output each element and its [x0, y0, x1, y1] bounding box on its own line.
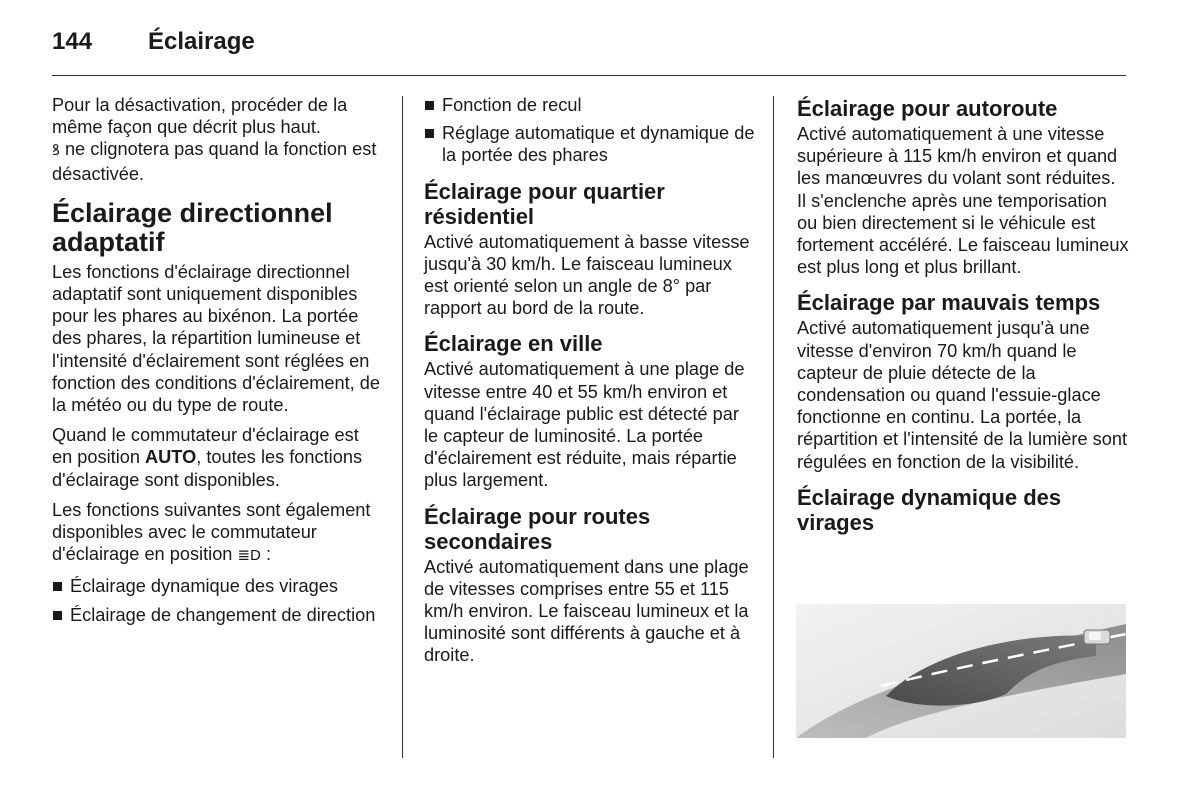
paragraph-highway: Activé automatiquement à une vitesse supérieure à 115 km/h environ et quand les manœuvres du volant sont réduites. Il s'enclenche après une temporisation ou bien directement si le véhicule est fortement accéléré. Le faisceau lumineux est plus long et plus brillant.: [797, 124, 1129, 278]
column-3: [797, 94, 1129, 537]
bullet-list-2: [424, 94, 756, 167]
column-divider-2: [773, 96, 774, 758]
page-header: [52, 24, 1126, 76]
curve-lighting-illustration: [796, 604, 1126, 738]
text-auto-b: , toutes les fonctions d'éclairage sont disponibles.: [52, 447, 363, 490]
text-auto-a: Quand le commutateur d'éclairage est en position: [52, 425, 359, 468]
paragraph-secondary-roads: Activé automatiquement dans une plage de vitesses comprises entre 55 et 115 km/h environ. Le faisceau lumineux et la luminosité sont différents à gauche et à droite.: [424, 556, 749, 666]
paragraph-residential: Activé automatiquement à basse vitesse jusqu'à 30 km/h. Le faisceau lumineux est orienté selon un angle de 8° par rapport au bord de la route.: [424, 231, 750, 319]
heading-city: Éclairage en ville: [424, 331, 603, 357]
header-rule: [52, 75, 1126, 76]
page-number: 144: [52, 28, 93, 55]
paragraph-adaptive: Les fonctions d'éclairage directionnel adaptatif sont uniquement disponibles pour les phares au bixénon. La portée des phares, la répartition lumineuse et l'intensité d'éclairement sont réglées en fonction des conditions d'éclairement, de la météo ou du type de route.: [52, 261, 381, 416]
auto-label: AUTO: [145, 447, 197, 468]
column-2: [424, 94, 756, 675]
column-1: [52, 94, 384, 634]
paragraph-deactivation: [52, 94, 384, 185]
bullet-list-1: [52, 575, 384, 625]
paragraph-auto-switch: [52, 424, 384, 491]
heading-dynamic-curve: Éclairage dynamique des virages: [797, 484, 1062, 535]
text-following-b: :: [260, 544, 271, 565]
list-item: Éclairage de changement de direction: [52, 604, 384, 626]
heading-bad-weather: Éclairage par mauvais temps: [797, 290, 1101, 316]
heading-residential: Éclairage pour quartier résidentiel: [424, 178, 665, 229]
list-item: Fonction de recul: [424, 94, 756, 116]
text-no-blink: ne clignotera pas quand la fonction est désactivée.: [52, 139, 377, 184]
paragraph-following-functions: [52, 499, 384, 568]
turn-signal-icon: ꝸ: [52, 142, 60, 160]
paragraph-bad-weather: Activé automatiquement jusqu'à une vitesse d'environ 70 km/h quand le capteur de pluie détecte de la condensation ou quand l'essuie-glace fonctionne en continu. La portée, la répartition et l'intensité de la lumière sont régulées en fonction de la visibilité.: [797, 318, 1128, 472]
text-following-a: Les fonctions suivantes sont également disponibles avec le commutateur d'éclairage en position: [52, 499, 371, 565]
heading-highway: Éclairage pour autoroute: [797, 96, 1058, 121]
text-deactivation: Pour la désactivation, procéder de la même façon que décrit plus haut.: [52, 95, 348, 138]
chapter-title: Éclairage: [148, 28, 255, 55]
paragraph-city: Activé automatiquement à une plage de vitesse entre 40 et 55 km/h environ et quand l'éclairage public est détecté par le capteur de luminosité. La portée d'éclairement est réduite, mais répartie plus largement.: [424, 359, 745, 491]
heading-adaptive-lighting: Éclairage directionnel adaptatif: [52, 197, 333, 257]
column-divider-1: [402, 96, 403, 758]
list-item: Éclairage dynamique des virages: [52, 575, 384, 597]
list-item: Réglage automatique et dynamique de la portée des phares: [424, 122, 756, 166]
car-icon: [1084, 630, 1110, 644]
heading-secondary-roads: Éclairage pour routes secondaires: [424, 503, 651, 554]
low-beam-icon: ≣D: [237, 547, 261, 565]
